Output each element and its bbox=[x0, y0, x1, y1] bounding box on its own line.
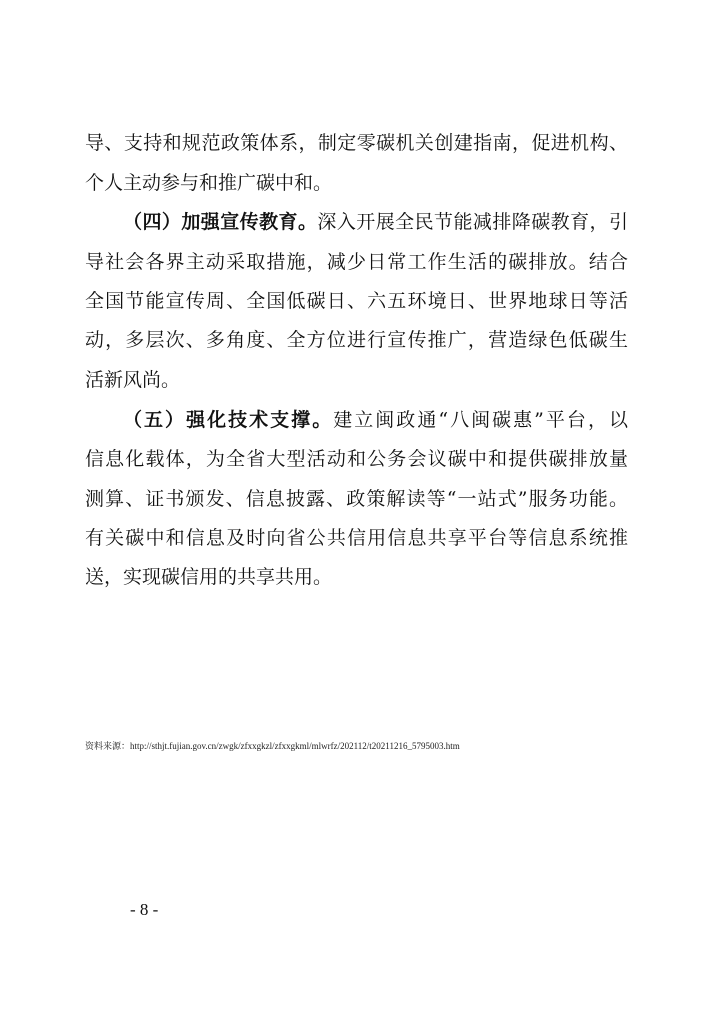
body-line: 动，多层次、多角度、全方位进行宣传推广，营造绿色低碳生 bbox=[85, 329, 628, 351]
body-text: 深入开展全民节能减排降碳教育，引 bbox=[317, 211, 628, 233]
body-line: 导、支持和规范政策体系，制定零碳机关创建指南，促进机构、 bbox=[85, 132, 628, 154]
section-heading: （四）加强宣传教育。 bbox=[123, 211, 318, 233]
body-line: 信息化载体，为全省大型活动和公务会议碳中和提供碳排放量 bbox=[85, 448, 628, 470]
section-four-first-line bbox=[123, 210, 628, 234]
section-heading: （五）强化技术支撑。 bbox=[123, 409, 334, 431]
body-line: 有关碳中和信息及时向省公共信用信息共享平台等信息系统推 bbox=[85, 527, 628, 549]
body-line: 测算、证书颁发、信息披露、政策解读等“一站式”服务功能。 bbox=[85, 488, 628, 510]
body-line: 送，实现碳信用的共享共用。 bbox=[85, 566, 333, 588]
body-line: 活新风尚。 bbox=[85, 369, 181, 391]
body-line: 导社会各界主动采取措施，减少日常工作生活的碳排放。结合 bbox=[85, 251, 628, 273]
body-line: 全国节能宣传周、全国低碳日、六五环境日、世界地球日等活 bbox=[85, 290, 628, 312]
page-number: - 8 - bbox=[130, 900, 159, 919]
source-footnote: 资料来源：http://sthjt.fujian.gov.cn/zwgk/zfxxgkzl/zfxxgkml/mlwrfz/202112/t20211216_5795003.htm bbox=[85, 741, 460, 751]
section-five-first-line bbox=[123, 408, 628, 432]
body-line: 个人主动参与和推广碳中和。 bbox=[85, 172, 333, 194]
body-text: 建立闽政通“八闽碳惠”平台，以 bbox=[333, 409, 628, 431]
